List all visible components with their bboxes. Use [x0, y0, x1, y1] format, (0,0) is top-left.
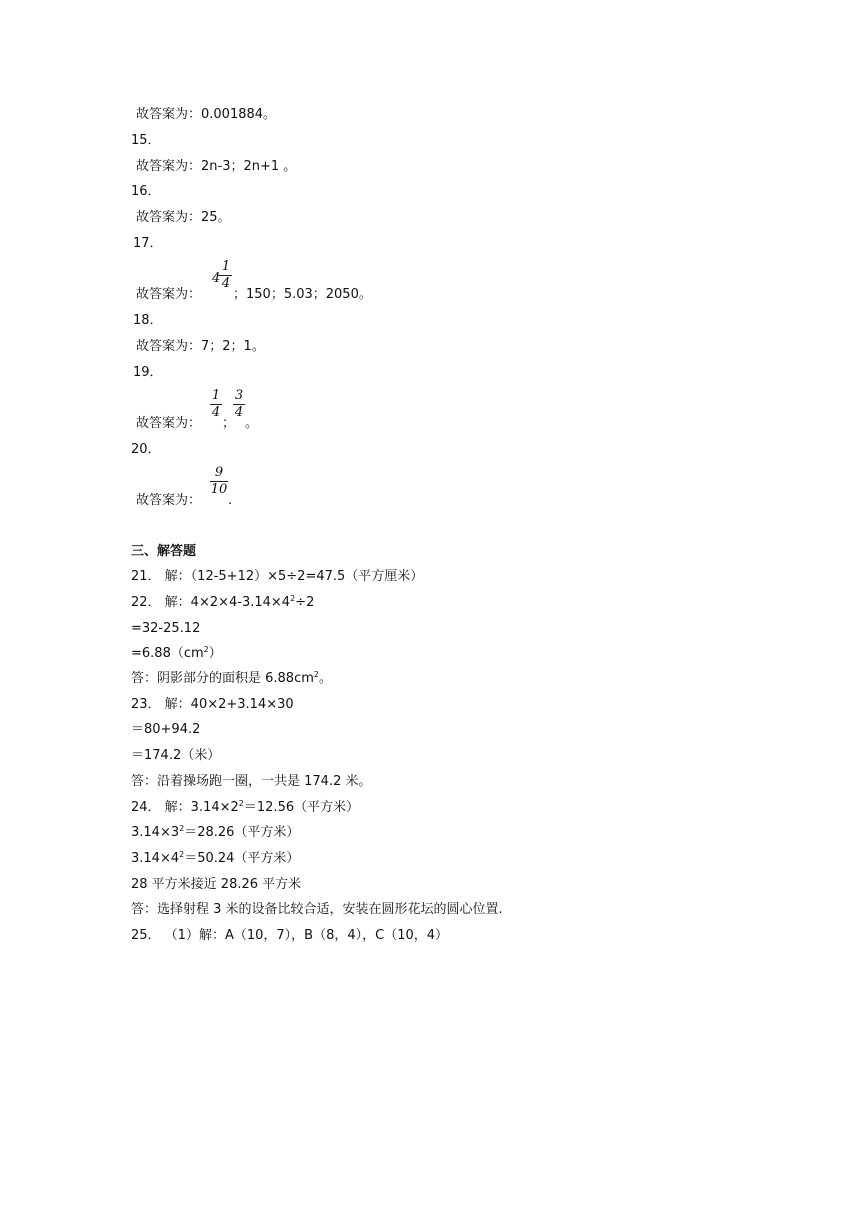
separator: ； [222, 416, 236, 431]
solution-line: 23． 解：40×2+3.14×30 [131, 697, 294, 712]
solution-line: $3.14\times 4^2=50.24$（平方米） [131, 850, 300, 866]
superscript: 2 [313, 670, 319, 679]
fraction-numerator: 3 [234, 388, 244, 403]
answer-line-tail: ；150；5.03；2050。 [233, 287, 372, 302]
answer-line: 故答案为： [136, 493, 202, 508]
superscript: 2 [203, 645, 209, 654]
solution-line: 24． 解：$3.14\times 2^2=12.56$（平方米） [131, 799, 360, 815]
solution-line: 25． （1）解：A（10，7），B（8，4），C（10，4） [131, 928, 449, 943]
solution-line: $=6.88(cm^2)$ [131, 645, 222, 661]
answer-line: 故答案为：0.001884。 [136, 107, 277, 122]
answer-line: 故答案为： [136, 416, 202, 431]
fraction-denominator: 4 [221, 276, 231, 291]
fraction-19a [210, 389, 222, 420]
fraction-denominator: 4 [211, 405, 221, 420]
superscript: 2 [179, 850, 185, 859]
fraction-17 [212, 260, 232, 291]
solution-line: 答：选择射程 3 米的设备比较合适，安装在圆形花坛的圆心位置. [131, 902, 503, 917]
fraction-numerator: 1 [211, 388, 221, 403]
fraction-20 [210, 466, 228, 497]
fraction-whole: 4 [212, 271, 221, 286]
period: 。 [245, 416, 259, 431]
fraction-denominator: 10 [210, 482, 228, 497]
question-number: 17． [133, 236, 163, 251]
answer-line: 故答案为：7；2；1。 [136, 339, 265, 354]
period: . [228, 493, 233, 508]
solution-line: 28 平方米接近 28.26 平方米 [131, 877, 302, 892]
superscript: 2 [290, 594, 296, 603]
question-number: 16． [131, 184, 161, 199]
superscript: 2 [179, 824, 185, 833]
answer-line: 故答案为：25。 [136, 210, 231, 225]
solution-line: =32-25.12 [131, 621, 201, 636]
solution-line: 答：沿着操场跑一圈，一共是 174.2 米。 [131, 774, 372, 789]
answer-line: 故答案为：2n-3；2n+1 。 [136, 159, 297, 174]
solution-line: 21． 解：（12-5+12）×5÷2=47.5（平方厘米） [131, 569, 424, 584]
question-number: 19． [133, 365, 163, 380]
question-number: 20． [131, 442, 161, 457]
solution-line: ＝174.2（米） [131, 748, 221, 763]
solution-line: 答：阴影部分的面积是 $6.88cm^2$。 [131, 670, 332, 686]
answer-line: 故答案为： [136, 287, 202, 302]
fraction-numerator: 1 [221, 259, 231, 274]
solution-line: ＝80+94.2 [131, 722, 201, 737]
question-number: 15． [131, 133, 161, 148]
superscript: 2 [238, 799, 244, 808]
section-heading: 三、解答题 [131, 544, 197, 559]
fraction-denominator: 4 [234, 405, 244, 420]
solution-line: $3.14\times 3^2=28.26$（平方米） [131, 824, 300, 840]
fraction-numerator: 9 [214, 465, 224, 480]
question-number: 18． [133, 313, 163, 328]
solution-line: 22． 解：$4\times 2\times 4-3.14\times 4^2\div 2$ [131, 594, 315, 610]
